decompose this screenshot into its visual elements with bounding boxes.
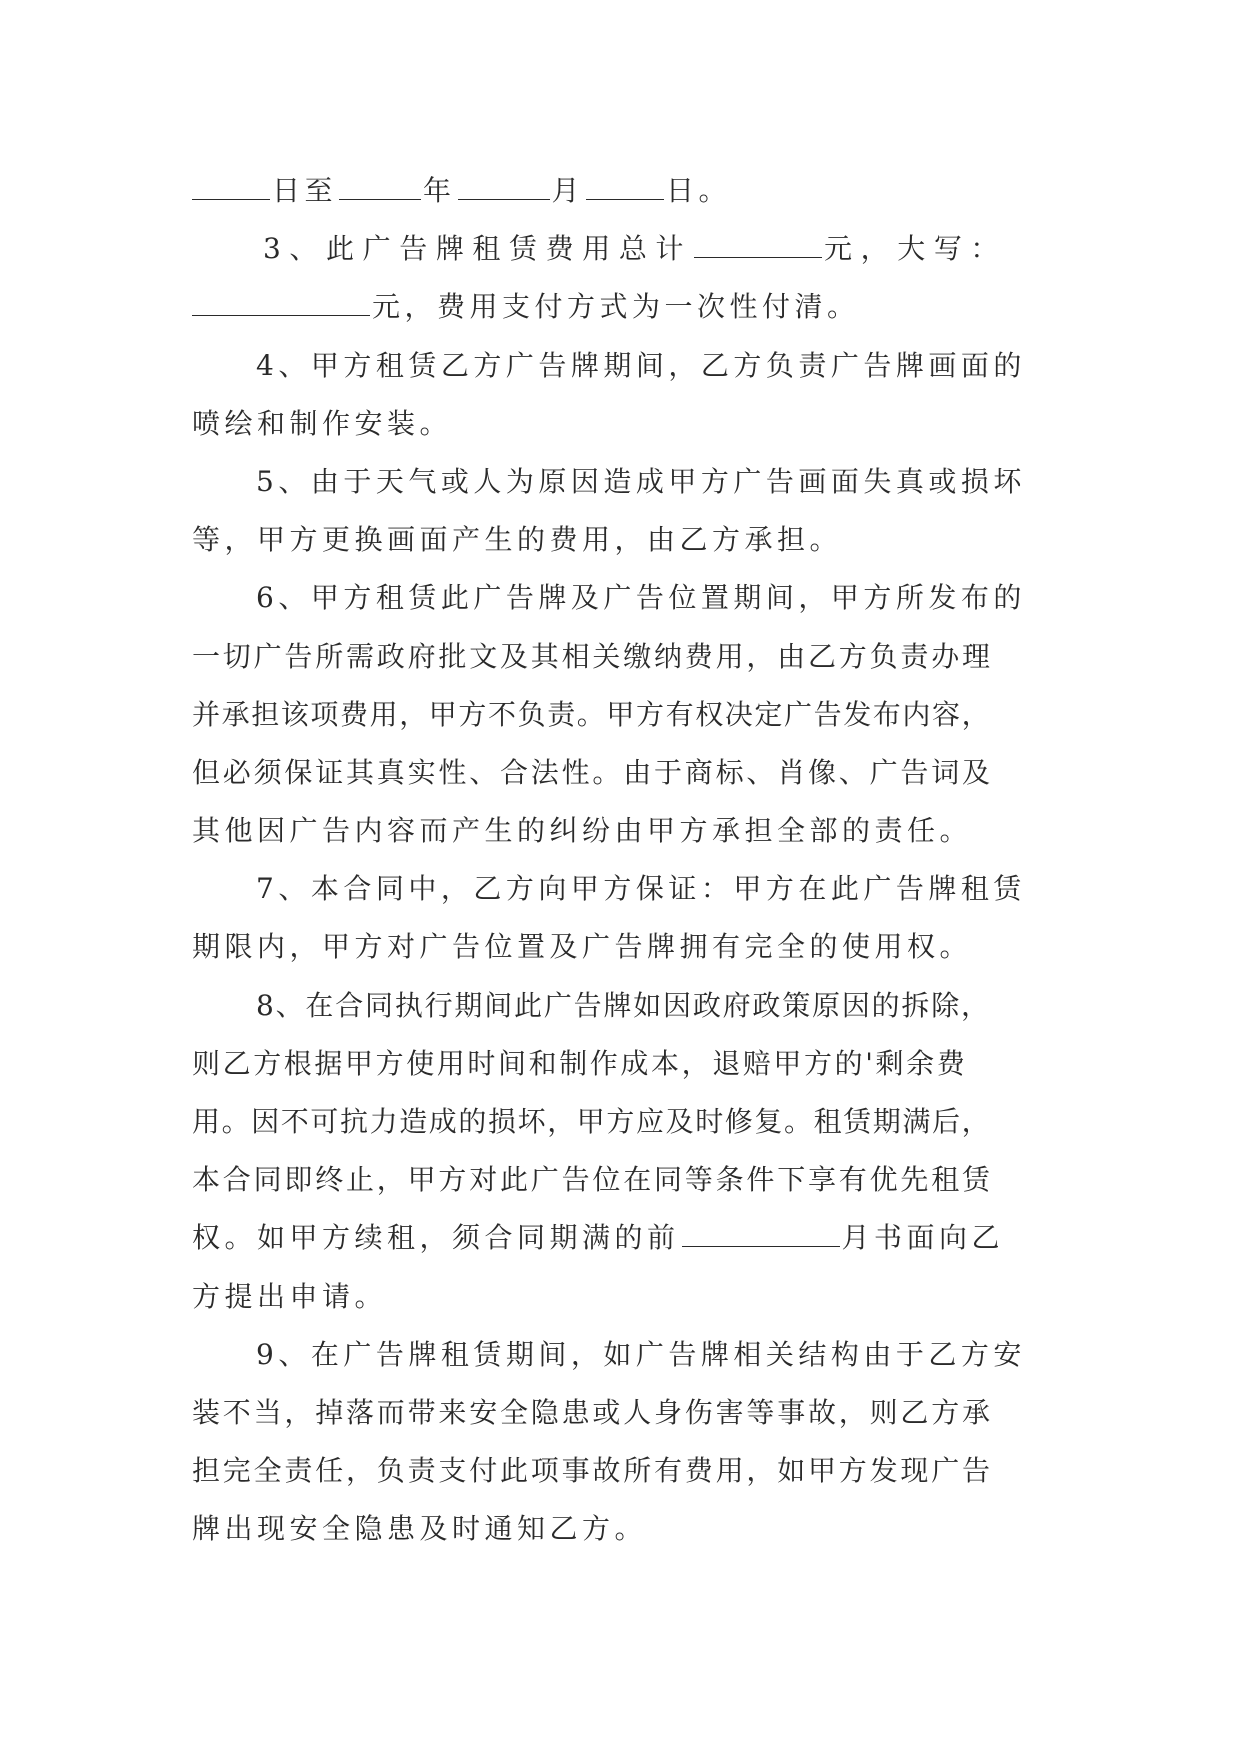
clause-8-line-2 — [192, 1035, 1052, 1093]
clause-6-line-3 — [192, 686, 1052, 744]
clause-5-line-2 — [192, 511, 1052, 569]
clause-9-line-3 — [192, 1442, 1052, 1500]
clause-5-text-2: 等，甲方更换画面产生的费用，由乙方承担。 — [192, 523, 843, 557]
clause-8-text-6: 方提出申请。 — [192, 1279, 388, 1313]
day-end-blank — [586, 179, 664, 200]
clause-6-line-2 — [192, 628, 1052, 686]
clause-8-line-5 — [192, 1209, 1052, 1267]
renewal-months-blank — [682, 1226, 840, 1247]
clause-9-text-3: 担完全责任，负责支付此项事故所有费用，如甲方发现广告 — [192, 1454, 993, 1488]
date-text-month: 月 — [551, 174, 585, 207]
clause-3-text: 3、此广告牌租赁费用总计 — [263, 232, 693, 266]
clause-6-text-2: 一切广告所需政府批文及其相关缴纳费用，由乙方负责办理 — [192, 639, 993, 673]
clause-8-line-3 — [192, 1093, 1052, 1151]
clause-9-text-2: 装不当，掉落而带来安全隐患或人身伤害等事故，则乙方承 — [192, 1395, 993, 1429]
clause-7-text-2: 期限内，甲方对广告位置及广告牌拥有完全的使用权。 — [192, 930, 973, 964]
date-text-day-to: 日至 — [272, 174, 338, 207]
day-start-blank — [192, 179, 270, 200]
clause-4-text-1: 4、甲方租赁乙方广告牌期间，乙方负责广告牌画面的 — [256, 348, 1026, 382]
clause-8-text-2: 则乙方根据甲方使用时间和制作成本，退赔甲方的'剩余费 — [192, 1046, 968, 1080]
month-end-blank — [458, 179, 550, 200]
clause-3-text-after: 元，大写： — [824, 232, 1008, 266]
clause-6-line-1 — [192, 569, 1052, 627]
clause-7-line-1 — [192, 860, 1052, 918]
clause-6-text-1: 6、甲方租赁此广告牌及广告位置期间，甲方所发布的 — [256, 581, 1026, 615]
clause-7-text-1: 7、本合同中，乙方向甲方保证：甲方在此广告牌租赁 — [256, 872, 1026, 906]
clause-7-line-2 — [192, 918, 1052, 976]
clause-9-line-2 — [192, 1384, 1052, 1442]
total-fee-blank — [694, 237, 822, 258]
clause-9-line-1 — [192, 1326, 1052, 1384]
date-text-year: 年 — [423, 174, 456, 207]
date-range-line — [192, 162, 1052, 220]
year-end-blank — [339, 179, 421, 200]
clause-9-line-4 — [192, 1500, 1052, 1558]
clause-4-text-2: 喷绘和制作安装。 — [192, 406, 453, 440]
clause-4-line-1 — [192, 337, 1052, 395]
clause-8-line-1 — [192, 977, 1052, 1035]
clause-5-text-1: 5、由于天气或人为原因造成甲方广告画面失真或损坏 — [256, 464, 1026, 498]
clause-8-text-4: 本合同即终止，甲方对此广告位在同等条件下享有优先租赁 — [192, 1163, 993, 1197]
amount-in-words-blank — [192, 295, 370, 316]
clause-4-line-2 — [192, 395, 1052, 453]
clause-9-text-1: 9、在广告牌租赁期间，如广告牌相关结构由于乙方安 — [256, 1337, 1026, 1371]
clause-8-text-1: 8、在合同执行期间此广告牌如因政府政策原因的拆除， — [256, 988, 991, 1022]
clause-8-line-4 — [192, 1151, 1052, 1209]
clause-8-text-5: 权。如甲方续租，须合同期满的前 — [192, 1221, 680, 1255]
clause-6-text-5: 其他因广告内容而产生的纠纷由甲方承担全部的责任。 — [192, 814, 973, 848]
contract-body — [192, 162, 1052, 1559]
clause-8-text-5-after: 月书面向乙 — [841, 1221, 1005, 1255]
clause-6-text-4: 但必须保证其真实性、合法性。由于商标、肖像、广告词及 — [192, 755, 993, 789]
clause-8-line-6 — [192, 1268, 1052, 1326]
clause-5-line-1 — [192, 453, 1052, 511]
clause-6-text-3: 并承担该项费用，甲方不负责。甲方有权决定广告发布内容， — [192, 697, 992, 731]
clause-3-line-1 — [192, 220, 1052, 278]
date-text-day: 日。 — [666, 174, 732, 207]
clause-3-line-2 — [192, 278, 1052, 336]
clause-6-line-4 — [192, 744, 1052, 802]
clause-3-payment-text: 元，费用支付方式为一次性付清。 — [372, 290, 860, 324]
clause-9-text-4: 牌出现安全隐患及时通知乙方。 — [192, 1512, 648, 1546]
clause-8-text-3: 用。因不可抗力造成的损坏，甲方应及时修复。租赁期满后， — [192, 1105, 992, 1138]
clause-6-line-5 — [192, 802, 1052, 860]
